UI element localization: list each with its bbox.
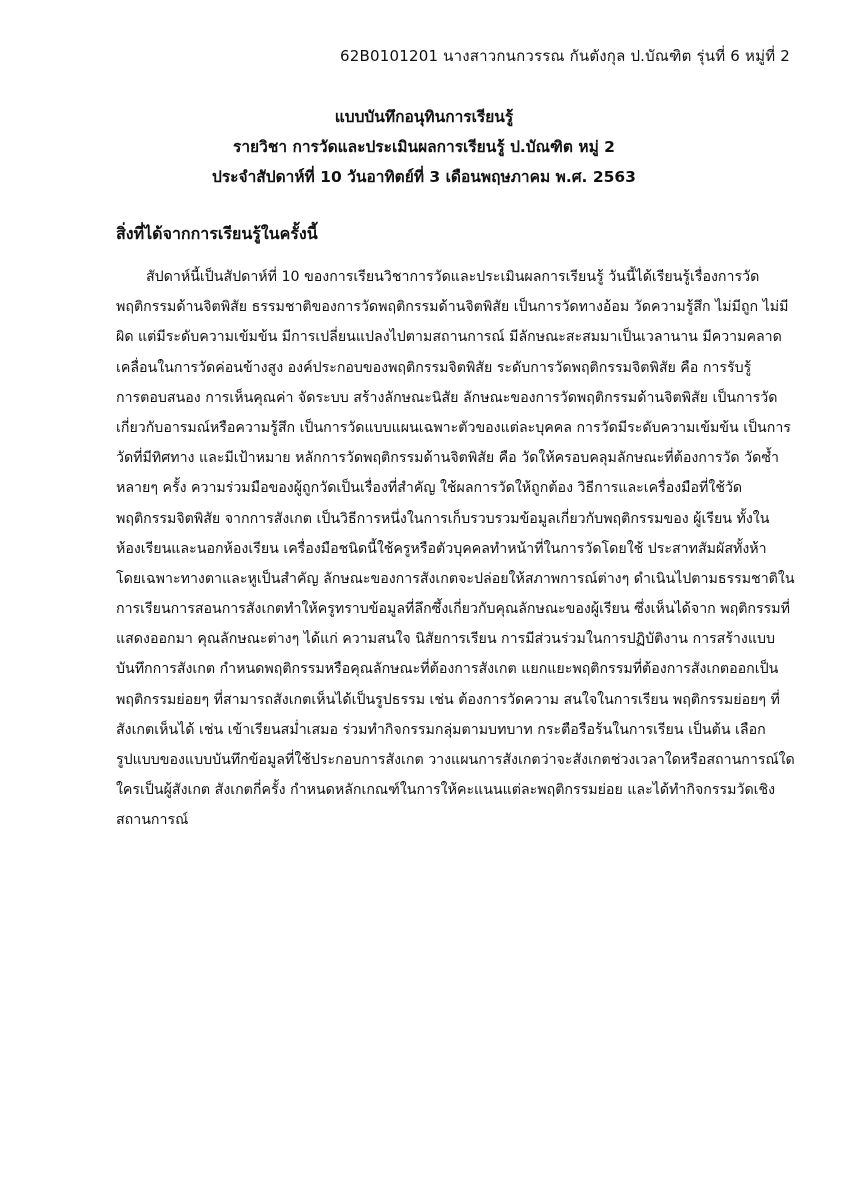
body-line: ห้องเรียนและนอกห้องเรียน เครื่องมือชนิดนี้ใช้ครูหรือตัวบุคคลทำหน้าที่ในการวัดโดยใช้ ประสาทสัมผัสทั้งห้า [116,540,767,557]
body-line: พฤติกรรมย่อยๆ ที่สามารถสังเกตเห็นได้เป็นรูปธรรม เช่น ต้องการวัดความ สนใจในการเรียน พฤติกรรมย่อยๆ ที่ [116,691,780,708]
body-line: พฤติกรรมด้านจิตพิสัย ธรรมชาติของการวัดพฤติกรรมด้านจิตพิสัย เป็นการวัดทางอ้อม วัดความรู้สึก ไม่มีถูก ไม่มี [116,299,789,316]
body-line: สัปดาห์นี้เป็นสัปดาห์ที่ 10 ของการเรียนวิชาการวัดและประเมินผลการเรียนรู้ วันนี้ได้เรียนรู้เรื่องการวัด [146,269,760,285]
title-line-2: รายวิชา การวัดและประเมินผลการเรียนรู้ ป.บัณฑิต หมู่ 2 [233,138,615,156]
body-line: เกี่ยวกับอารมณ์หรือความรู้สึก เป็นการวัดแบบแผนเฉพาะตัวของแต่ละบุคคล การวัดมีระดับความเข้มข้น เป็นการ [116,419,791,436]
student-info-header: 62B0101201 นางสาวกนกวรรณ กันตังกุล ป.บัณฑิต รุ่นที่ 6 หมู่ที่ 2 [340,47,790,65]
document-title [0,102,848,192]
body-line: แสดงออกมา คุณลักษณะต่างๆ ได้แก่ ความสนใจ นิสัยการเรียน การมีส่วนร่วมในการปฏิบัติงาน การสร้างแบบ [116,631,775,648]
body-line: รูปแบบของแบบบันทึกข้อมูลที่ใช้ประกอบการสังเกต วางแผนการสังเกตว่าจะสังเกตช่วงเวลาใดหรือสถานการณ์ใด [116,752,795,768]
title-line-1: แบบบันทึกอนุทินการเรียนรู้ [334,108,514,126]
body-line: วัดที่มีทิศทาง และมีเป้าหมาย หลักการวัดพฤติกรรมด้านจิตพิสัย คือ วัดให้ครอบคลุมลักษณะที่ต้องการวัด วัดซ้ำ [116,450,779,467]
body-line: ผิด แต่มีระดับความเข้มข้น มีการเปลี่ยนแปลงไปตามสถานการณ์ มีลักษณะสะสมมาเป็นเวลานาน มีความคลาด [116,329,782,346]
body-line: หลายๆ ครั้ง ความร่วมมือของผู้ถูกวัดเป็นเรื่องที่สำคัญ ใช้ผลการวัดให้ถูกต้อง วิธีการและเครื่องมือที่ใช้วัด [116,480,743,497]
body-line: พฤติกรรมจิตพิสัย จากการสังเกต เป็นวิธีการหนึ่งในการเก็บรวบรวมข้อมูลเกี่ยวกับพฤติกรรมของ ผู้เรียน ทั้งใน [116,510,770,527]
body-line: บันทึกการสังเกต กำหนดพฤติกรรมหรือคุณลักษณะที่ต้องการสังเกต แยกแยะพฤติกรรมที่ต้องการสังเกตออกเป็น [116,661,779,678]
body-line: เคลื่อนในการวัดค่อนข้างสูง องค์ประกอบของพฤติกรรมจิตพิสัย ระดับการวัดพฤติกรรมจิตพิสัย คือ การรับรู้ [116,359,752,376]
body-paragraph [116,262,795,836]
body-line: การตอบสนอง การเห็นคุณค่า จัดระบบ สร้างลักษณะนิสัย ลักษณะของการวัดพฤติกรรมด้านจิตพิสัย เป็นการวัด [116,389,778,406]
body-line: สถานการณ์ [116,812,189,829]
body-line: โดยเฉพาะทางตาและหูเป็นสำคัญ ลักษณะของการสังเกตจะปล่อยให้สภาพการณ์ต่างๆ ดำเนินไปตามธรรมชาติใน [116,570,795,587]
section-heading: สิ่งที่ได้จากการเรียนรู้ในครั้งนี้ [116,224,318,243]
title-line-3: ประจำสัปดาห์ที่ 10 วันอาทิตย์ที่ 3 เดือนพฤษภาคม พ.ศ. 2563 [212,168,636,186]
body-line: ใครเป็นผู้สังเกต สังเกตกี่ครั้ง กำหนดหลักเกณฑ์ในการให้คะแนนแต่ละพฤติกรรมย่อย และได้ทำกิจกรรมวัดเชิง [116,782,776,799]
body-line: สังเกตเห็นได้ เช่น เข้าเรียนสม่ำเสมอ ร่วมทำกิจกรรมกลุ่มตามบทบาท กระตือรือร้นในการเรียน เป็นต้น เลือก [116,721,766,738]
body-line: การเรียนการสอนการสังเกตทำให้ครูทราบข้อมูลที่ลึกซึ้งเกี่ยวกับคุณลักษณะของผู้เรียน ซึ่งเห็นได้จาก พฤติกรรมที่ [116,601,790,618]
